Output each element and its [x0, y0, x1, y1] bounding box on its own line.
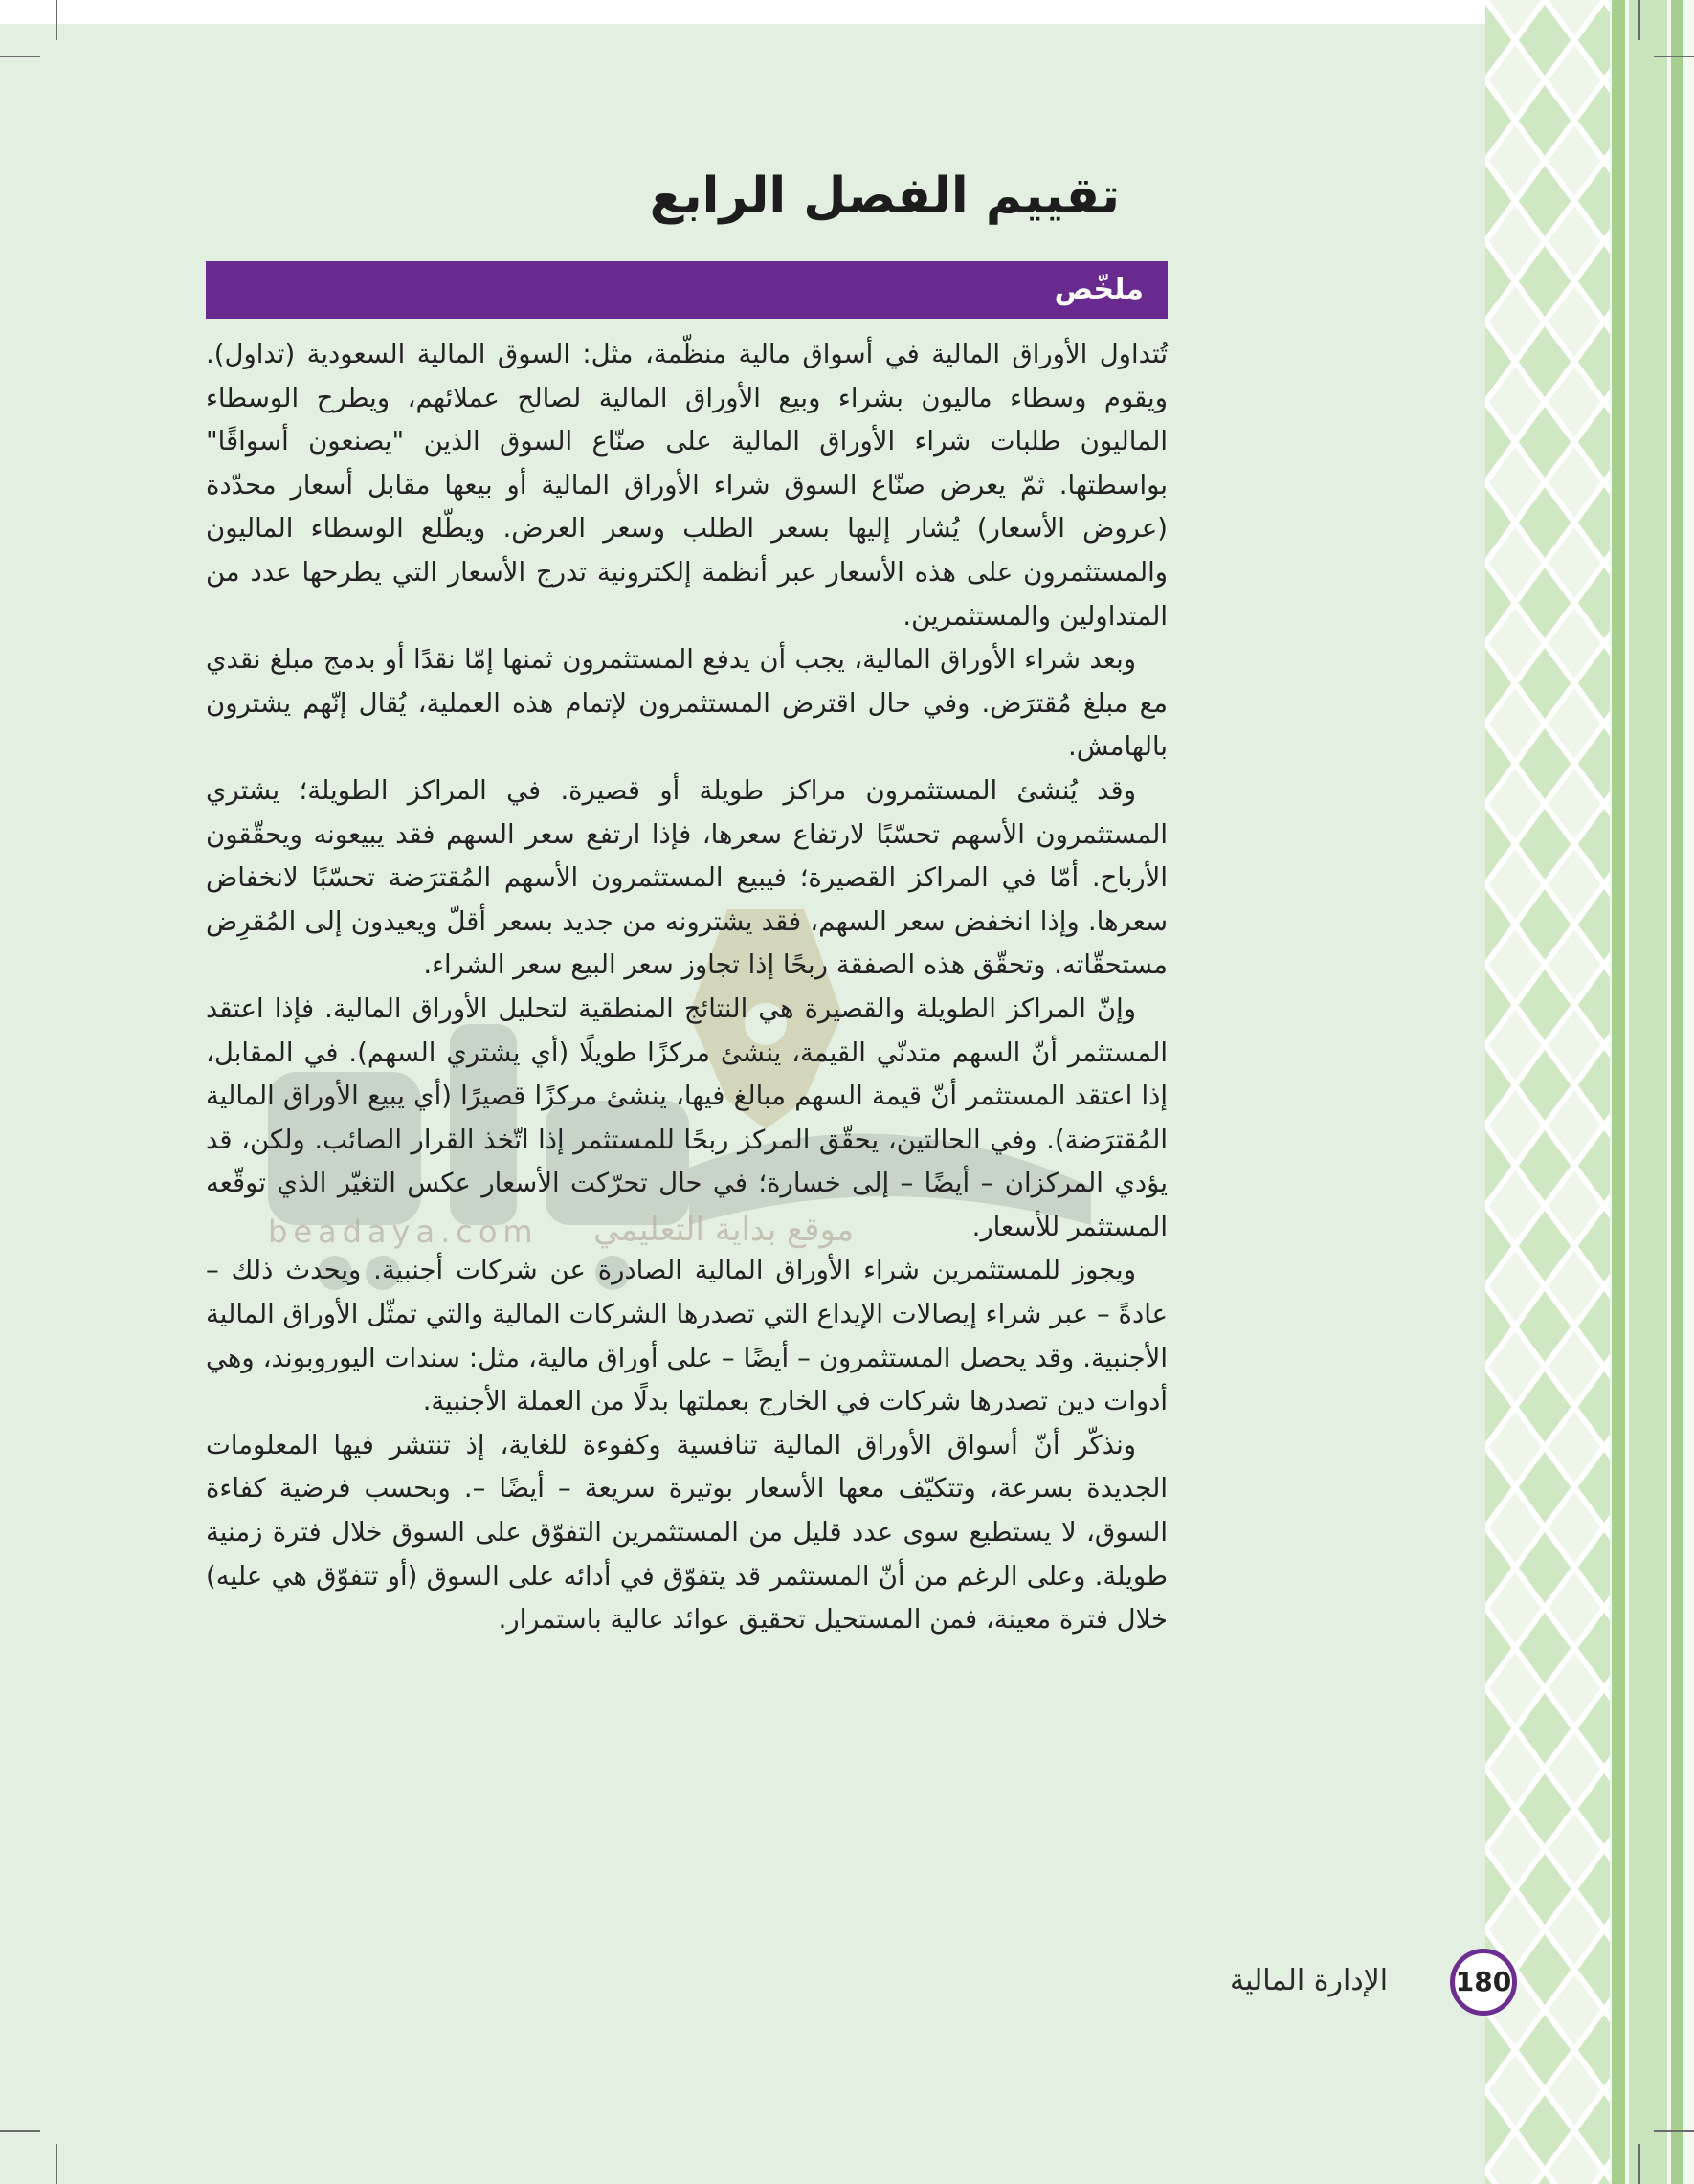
summary-header-bar — [206, 261, 1168, 319]
crop-mark-bottom-right-h — [1654, 2130, 1694, 2132]
crop-mark-top-right-v — [1638, 0, 1640, 40]
footer-section-label: الإدارة المالية — [1230, 1964, 1389, 1997]
crop-mark-bottom-left-v — [56, 2144, 57, 2184]
chapter-title: تقييم الفصل الرابع — [649, 167, 1120, 225]
crop-mark-bottom-right-v — [1638, 2144, 1640, 2184]
summary-paragraph: تُتداول الأوراق المالية في أسواق مالية منظّمة، مثل: السوق المالية السعودية (تداول). ويقوم وسطاء ماليون بشراء وبيع الأوراق المالية لصالح عملائهم، ويطرح الوسطاء الماليون طلبات شراء الأوراق المالية على صنّاع السوق الذين "يصنعون أسواقًا" بواسطتها. ثمّ يعرض صنّاع السوق شراء الأوراق المالية أو بيعها مقابل أسعار محدّدة (عروض الأسعار) يُشار إليها بسعر الطلب وسعر العرض. ويطّلع الوسطاء الماليون والمستثمرون على هذه الأسعار عبر أنظمة إلكترونية تدرج الأسعار التي يطرحها عدد من المتداولين والمستثمرين. — [206, 339, 1168, 632]
crop-mark-top-left-h — [0, 56, 40, 57]
page-number-badge: 180 — [1450, 1949, 1517, 2016]
watermark-tagline: موقع بداية التعليمي — [593, 1211, 855, 1249]
summary-body — [206, 333, 1168, 1642]
crop-mark-top-right-h — [1654, 56, 1694, 57]
decorative-border — [1485, 0, 1694, 2184]
summary-paragraph: وإنّ المراكز الطويلة والقصيرة هي النتائج المنطقية لتحليل الأوراق المالية. فإذا اعتقد المستثمر أنّ السهم متدنّي القيمة، ينشئ مركزًا طويلًا (أي يشتري السهم). في المقابل، إذا اعتقد المستثمر أنّ قيمة السهم مبالغ فيها، ينشئ مركزًا قصيرًا (أي يبيع الأوراق المالية المُقترَضة). وفي الحالتين، يحقّق المركز ربحًا للمستثمر إذا اتّخذ القرار الصائب. ولكن، قد يؤدي المركزان – أيضًا – إلى خسارة؛ في حال تحرّكت الأسعار عكس التغيّر الذي توقّعه المستثمر للأسعار. — [206, 992, 1168, 1242]
summary-label: ملخّص — [1054, 273, 1144, 306]
summary-paragraph: ويجوز للمستثمرين شراء الأوراق المالية الصادرة عن شركات أجنبية. ويحدث ذلك – عادةً – عبر شراء إيصالات الإيداع التي تصدرها الشركات المالية والتي تمثّل الأوراق المالية الأجنبية. وقد يحصل المستثمرون – أيضًا – على أوراق مالية، مثل: سندات اليوروبوند، وهي أدوات دين تصدرها شركات في الخارج بعملتها بدلًا من العملة الأجنبية. — [206, 1255, 1168, 1417]
crop-mark-bottom-left-h — [0, 2130, 40, 2132]
summary-paragraph: ونذكّر أنّ أسواق الأوراق المالية تنافسية وكفوءة للغاية، إذ تنتشر فيها المعلومات الجديدة بسرعة، وتتكيّف معها الأسعار بوتيرة سريعة – أيضًا –. وبحسب فرضية كفاءة السوق، لا يستطيع سوى عدد قليل من المستثمرين التفوّق على السوق خلال فترة زمنية طويلة. وعلى الرغم من أنّ المستثمر قد يتفوّق في أدائه على السوق (أو تتفوّق هي عليه) خلال فترة معينة، فمن المستحيل تحقيق عوائد عالية باستمرار. — [206, 1429, 1168, 1636]
chevron-pattern-icon — [1485, 0, 1694, 2184]
summary-paragraph: وبعد شراء الأوراق المالية، يجب أن يدفع المستثمرون ثمنها إمّا نقدًا أو بدمج مبلغ نقدي مع مبلغ مُقترَض. وفي حال اقترض المستثمرون لإتمام هذه العملية، يُقال إنّهم يشترون بالهامش. — [206, 644, 1168, 763]
watermark-url: beadaya.com — [268, 1214, 539, 1250]
crop-mark-top-left-v — [56, 0, 57, 40]
summary-paragraph: وقد يُنشئ المستثمرون مراكز طويلة أو قصيرة. في المراكز الطويلة؛ يشتري المستثمرون الأسهم تحسّبًا لارتفاع سعرها، فإذا ارتفع سعر السهم فقد يبيعونه ويحقّقون الأرباح. أمّا في المراكز القصيرة؛ فيبيع المستثمرون الأسهم المُقترَضة تحسّبًا لانخفاض سعرها. وإذا انخفض سعر السهم، فقد يشترونه من جديد بسعر أقلّ ويعيدون إلى المُقرِض مستحقّاته. وتحقّق هذه الصفقة ربحًا إذا تجاوز سعر البيع سعر الشراء. — [206, 774, 1168, 981]
